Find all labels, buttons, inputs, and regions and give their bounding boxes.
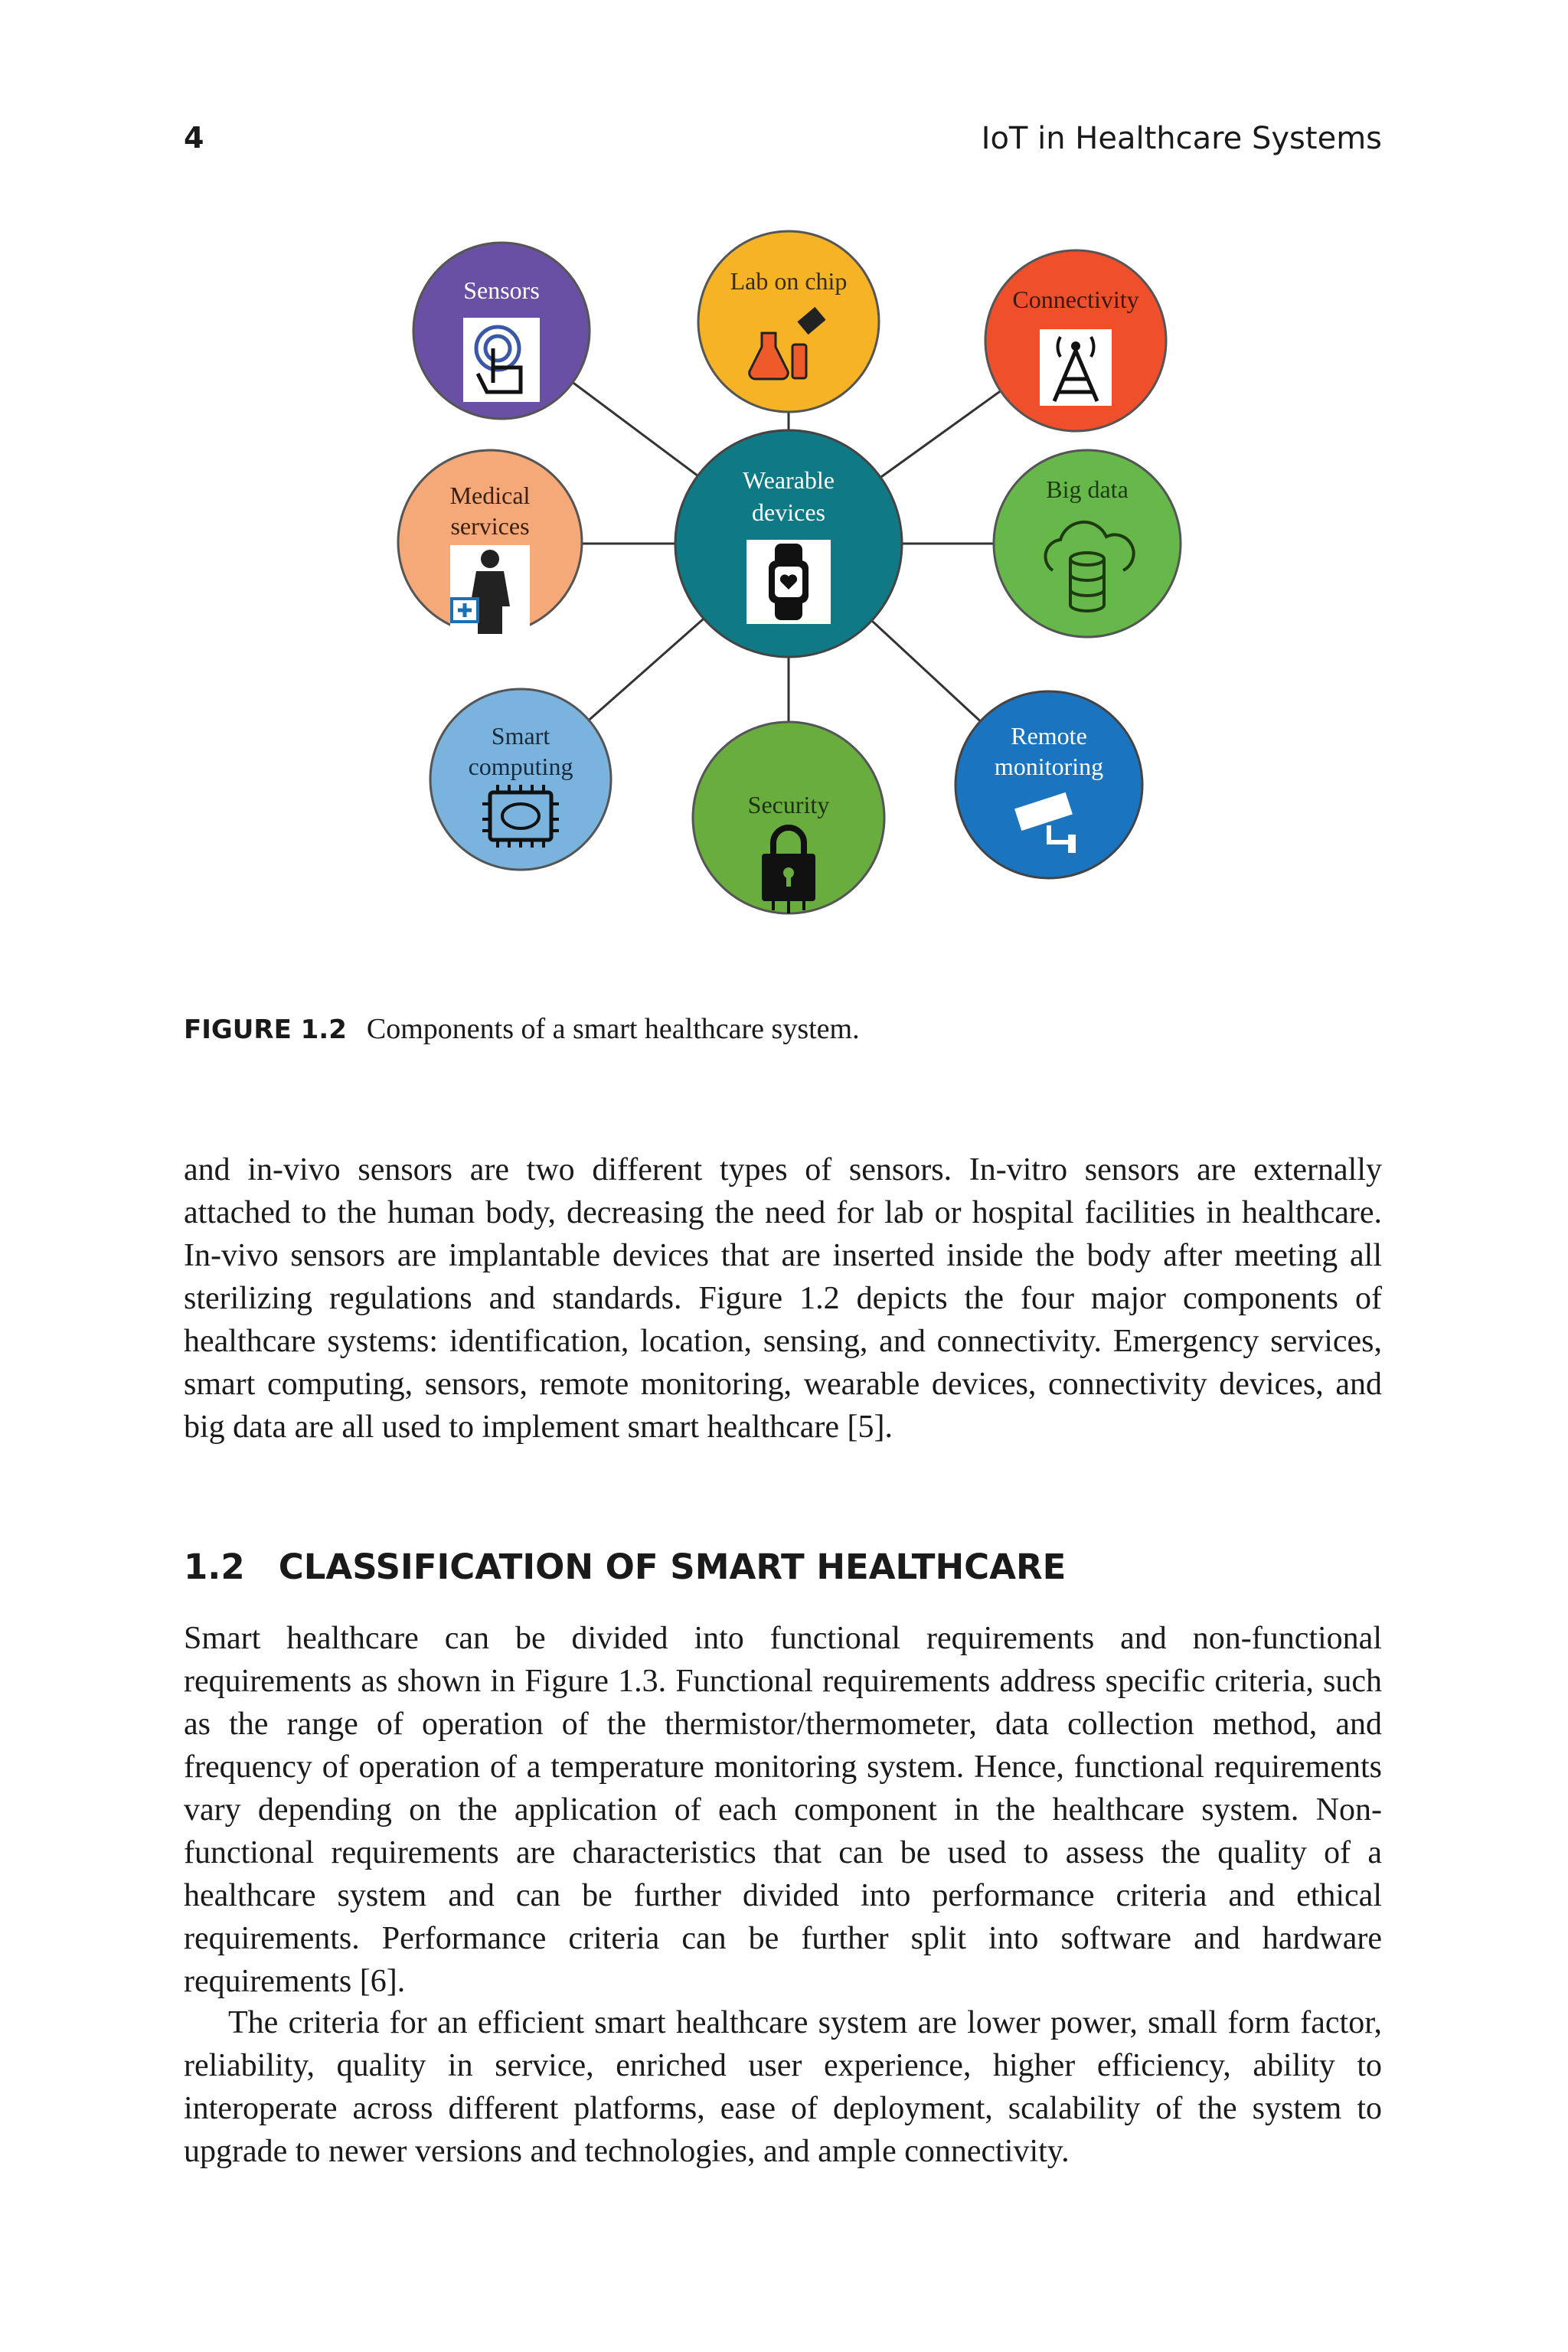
section-heading <box>184 1547 1066 1587</box>
antenna-tower-icon <box>1040 329 1112 406</box>
node-remote-monitoring <box>956 691 1142 878</box>
node-label: monitoring <box>994 753 1104 780</box>
node-medical-services <box>398 450 582 637</box>
doctor-icon <box>450 545 530 637</box>
caption-text: Components of a smart healthcare system. <box>366 1013 860 1045</box>
body-paragraph: and in-vivo sensors are two different types of sensors. In-vitro sensors are externally attached to the human body, decreasing the need for lab or hospital facilities in healthcare. In-vivo sensors are implantable devices that are inserted inside the body after meeting all sterilizing regulations and standards. Figure 1.2 depicts the four major components of healthcare systems: identification, location, sensing, and connectivity. Emergency services, smart computing, sensors, remote monitoring, wearable devices, connectivity devices, and big data are all used to implement smart healthcare [5]. <box>184 1152 1382 1445</box>
smartwatch-icon <box>746 540 831 624</box>
node-security <box>693 722 884 913</box>
running-title: IoT in Healthcare Systems <box>981 121 1382 156</box>
section-number: 1.2 <box>184 1547 245 1587</box>
node-label: Sensors <box>463 276 540 304</box>
node-smart-computing <box>430 689 611 870</box>
page-header <box>184 121 1382 167</box>
body-paragraph: The criteria for an efficient smart healthcare system are lower power, small form factor, reliability, quality in service, enriched user experience, higher efficiency, ability to interoperate across different platforms, ease of deployment, scalability of the system to upgrade to newer versions and technologies, and ample connectivity. <box>184 2005 1382 2169</box>
touch-sensor-icon <box>463 318 540 402</box>
node-sensors <box>413 243 590 419</box>
page-number: 4 <box>184 121 204 155</box>
node-label: Remote <box>1011 722 1087 750</box>
node-label: Medical <box>449 482 531 509</box>
caption-label: FIGURE 1.2 <box>184 1014 347 1045</box>
node-label: Security <box>747 791 830 818</box>
node-lab-on-chip <box>698 231 879 412</box>
figure-smart-healthcare-components <box>375 222 1202 988</box>
figure-caption <box>184 1012 860 1046</box>
node-label: computing <box>468 753 573 780</box>
body-paragraph: Smart healthcare can be divided into functional requirements and non-functional requirements as shown in Figure 1.3. Functional requirements address specific criteria, such as the range of operation of the thermistor/thermometer, data collection method, and frequency of operation of a temperature monitoring system. Hence, functional requirements vary depending on the application of each component in the healthcare system. Non-functional requirements are characteristics that can be used to assess the quality of a healthcare system and can be further divided into performance criteria and ethical requirements. Performance criteria can be further split into software and hardware requirements [6]. <box>184 1621 1382 1999</box>
node-label: Smart <box>491 722 550 750</box>
node-label: Wearable <box>743 466 835 494</box>
node-label: Connectivity <box>1012 286 1139 313</box>
node-big-data <box>994 450 1181 637</box>
node-label: services <box>450 512 530 540</box>
node-connectivity <box>985 250 1166 431</box>
node-wearable-devices <box>675 430 902 657</box>
components-diagram <box>375 222 1202 988</box>
section-title: CLASSIFICATION OF SMART HEALTHCARE <box>278 1547 1067 1587</box>
node-label: Big data <box>1046 475 1129 503</box>
node-label: devices <box>752 498 825 526</box>
node-label: Lab on chip <box>730 267 848 295</box>
